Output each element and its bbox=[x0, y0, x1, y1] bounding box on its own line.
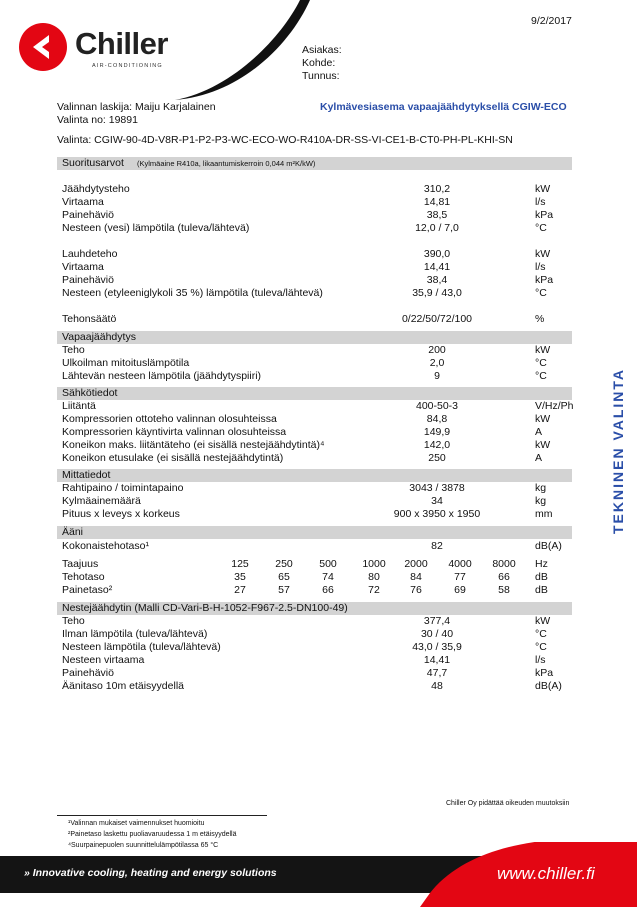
performance-row bbox=[62, 248, 572, 261]
row-unit: kW bbox=[535, 615, 551, 627]
row-label: Tehonsäätö bbox=[62, 313, 117, 325]
drycooler-row bbox=[62, 680, 572, 693]
sound-total-row bbox=[62, 540, 572, 553]
row-value: 0/22/50/72/100 bbox=[401, 313, 473, 325]
row-label: Teho bbox=[62, 344, 85, 356]
sound-power-row bbox=[62, 571, 572, 584]
row-label: Äänitaso 10m etäisyydellä bbox=[62, 680, 184, 692]
row-value: 35,9 / 43,0 bbox=[412, 287, 462, 299]
row-value: 84,8 bbox=[426, 413, 448, 425]
sound-power-value: 77 bbox=[454, 571, 466, 583]
row-unit: mm bbox=[535, 508, 553, 520]
row-label: Virtaama bbox=[62, 196, 104, 208]
row-label: Koneikon etusulake (ei sisällä nestejäähdytintä) bbox=[62, 452, 284, 464]
row-value: 400-50-3 bbox=[415, 400, 459, 412]
sound-freq-value: 125 bbox=[231, 558, 249, 570]
drycooler-row bbox=[62, 615, 572, 628]
row-label: Taajuus bbox=[62, 558, 99, 570]
reserve-note: Chiller Oy pidättää oikeuden muutoksiin bbox=[446, 800, 570, 807]
row-label: Virtaama bbox=[62, 261, 104, 273]
row-label: Nesteen virtaama bbox=[62, 654, 145, 666]
brand-name: Chiller bbox=[75, 26, 168, 61]
row-unit: °C bbox=[535, 287, 547, 299]
site-label: Kohde: bbox=[302, 57, 336, 69]
performance-row bbox=[62, 287, 572, 300]
row-label: Lähtevän nesteen lämpötila (jäähdytyspiiri) bbox=[62, 370, 262, 382]
row-value: 47,7 bbox=[426, 667, 448, 679]
product-title: Kylmävesiasema vapaajäähdytyksellä CGIW-ECO bbox=[320, 101, 567, 113]
sound-power-value: 84 bbox=[410, 571, 422, 583]
row-unit: A bbox=[535, 426, 543, 438]
row-label: Painehäviö bbox=[62, 274, 114, 286]
row-value: 390,0 bbox=[423, 248, 451, 260]
row-value: 142,0 bbox=[423, 439, 451, 451]
electrical-row bbox=[62, 452, 572, 465]
row-unit: kW bbox=[535, 248, 551, 260]
performance-section-title: Suoritusarvot bbox=[62, 157, 124, 169]
row-label: Koneikon maks. liitäntäteho (ei sisällä nestejäähdytintä)⁴ bbox=[62, 439, 325, 451]
electrical-row bbox=[62, 400, 572, 413]
row-label: Painetaso² bbox=[62, 584, 113, 596]
row-label: Liitäntä bbox=[62, 400, 96, 412]
row-value: 48 bbox=[431, 680, 443, 692]
row-unit: V/Hz/Ph bbox=[535, 400, 574, 412]
dimensions-section-title: Mittatiedot bbox=[62, 469, 111, 481]
selection-number: Valinta no: 19891 bbox=[57, 114, 138, 126]
row-label: Kompressorien käyntivirta valinnan olosuhteissa bbox=[62, 426, 287, 438]
row-unit: kW bbox=[535, 413, 551, 425]
row-unit: A bbox=[535, 452, 543, 464]
row-label: Ilman lämpötila (tuleva/lähtevä) bbox=[62, 628, 208, 640]
row-unit: kg bbox=[535, 482, 547, 494]
sound-section-title: Ääni bbox=[62, 526, 84, 538]
side-title: TEKNINEN VALINTA bbox=[610, 367, 626, 534]
drycooler-row bbox=[62, 628, 572, 641]
row-value: 14,81 bbox=[423, 196, 451, 208]
row-unit: °C bbox=[535, 222, 547, 234]
row-label: Rahtipaino / toimintapaino bbox=[62, 482, 184, 494]
sound-freq-value: 250 bbox=[275, 558, 293, 570]
sound-section-bar bbox=[57, 526, 572, 539]
row-value: 34 bbox=[431, 495, 443, 507]
performance-row bbox=[62, 222, 572, 235]
electrical-row bbox=[62, 439, 572, 452]
row-label: Lauhdeteho bbox=[62, 248, 118, 260]
performance-row bbox=[62, 313, 572, 326]
row-label: Ulkoilman mitoituslämpötila bbox=[62, 357, 190, 369]
freecooling-row bbox=[62, 344, 572, 357]
row-label: Kylmäainemäärä bbox=[62, 495, 141, 507]
sound-pressure-value: 66 bbox=[322, 584, 334, 596]
electrical-row bbox=[62, 413, 572, 426]
sound-power-value: 35 bbox=[234, 571, 246, 583]
row-unit: dB bbox=[535, 571, 548, 583]
row-value: 900 x 3950 x 1950 bbox=[393, 508, 481, 520]
electrical-row bbox=[62, 426, 572, 439]
freecooling-row bbox=[62, 370, 572, 383]
sound-freq-value: 8000 bbox=[492, 558, 516, 570]
row-unit: l/s bbox=[535, 654, 546, 666]
footnote-divider bbox=[57, 815, 267, 816]
row-value: 310,2 bbox=[423, 183, 451, 195]
row-unit: kW bbox=[535, 344, 551, 356]
brand-sub: AIR-CONDITIONING bbox=[92, 63, 163, 69]
row-label: Kompressorien ottoteho valinnan olosuhteissa bbox=[62, 413, 277, 425]
row-value: 2,0 bbox=[429, 357, 445, 369]
row-unit: kPa bbox=[535, 274, 554, 286]
row-label: Teho bbox=[62, 615, 85, 627]
performance-note: (Kylmäaine R410a, likaantumiskerroin 0,044 m²K/kW) bbox=[137, 159, 316, 168]
row-value: 377,4 bbox=[423, 615, 451, 627]
row-value: 149,9 bbox=[423, 426, 451, 438]
sound-pressure-row bbox=[62, 584, 572, 597]
footnote-2: ²Painetaso laskettu puoliavaruudessa 1 m etäisyydellä bbox=[68, 831, 237, 838]
row-unit: °C bbox=[535, 628, 547, 640]
row-unit: °C bbox=[535, 357, 547, 369]
footer-slogan: » Innovative cooling, heating and energy solutions bbox=[24, 867, 277, 879]
performance-row bbox=[62, 183, 572, 196]
row-label: Nesteen (vesi) lämpötila (tuleva/lähtevä) bbox=[62, 222, 250, 234]
drycooler-row bbox=[62, 667, 572, 680]
row-value: 12,0 / 7,0 bbox=[415, 222, 459, 234]
row-value: 38,5 bbox=[426, 209, 448, 221]
sound-power-value: 74 bbox=[322, 571, 334, 583]
sound-freq-value: 2000 bbox=[404, 558, 428, 570]
row-unit: l/s bbox=[535, 196, 546, 208]
document-date: 9/2/2017 bbox=[531, 15, 572, 27]
dimensions-section-bar bbox=[57, 469, 572, 482]
row-unit: kg bbox=[535, 495, 547, 507]
performance-row bbox=[62, 209, 572, 222]
row-unit: kW bbox=[535, 439, 551, 451]
drycooler-row bbox=[62, 641, 572, 654]
row-unit: dB(A) bbox=[535, 540, 562, 552]
dimensions-row bbox=[62, 482, 572, 495]
footer-url[interactable]: www.chiller.fi bbox=[497, 864, 595, 883]
footnote-4: ⁴Suurpainepuolen suunnittelulämpötilassa 65 °C bbox=[68, 842, 219, 849]
row-label: Nesteen lämpötila (tuleva/lähtevä) bbox=[62, 641, 221, 653]
footnote-1: ¹Valinnan mukaiset vaimennukset huomioitu bbox=[68, 820, 205, 827]
row-label: Nesteen (etyleeniglykoli 35 %) lämpötila (tuleva/lähtevä) bbox=[62, 287, 323, 299]
row-value: 14,41 bbox=[423, 261, 451, 273]
row-unit: dB(A) bbox=[535, 680, 562, 692]
row-value: 3043 / 3878 bbox=[409, 482, 465, 494]
row-label: Tehotaso bbox=[62, 571, 105, 583]
row-label: Kokonaistehotaso¹ bbox=[62, 540, 149, 552]
row-unit: kPa bbox=[535, 209, 554, 221]
dimensions-row bbox=[62, 508, 572, 521]
chiller-logo-icon bbox=[18, 22, 68, 72]
drycooler-row bbox=[62, 654, 572, 667]
row-label: Pituus x leveys x korkeus bbox=[62, 508, 180, 520]
row-value: 200 bbox=[428, 344, 446, 356]
electrical-section-title: Sähkötiedot bbox=[62, 387, 118, 399]
sound-pressure-value: 69 bbox=[454, 584, 466, 596]
row-value: 30 / 40 bbox=[420, 628, 454, 640]
row-value: 9 bbox=[434, 370, 440, 382]
id-label: Tunnus: bbox=[302, 70, 340, 82]
calculator: Valinnan laskija: Maiju Karjalainen bbox=[57, 101, 216, 113]
sound-freq-value: 500 bbox=[319, 558, 337, 570]
performance-row bbox=[62, 196, 572, 209]
sound-power-value: 65 bbox=[278, 571, 290, 583]
row-value: 14,41 bbox=[423, 654, 451, 666]
row-label: Painehäviö bbox=[62, 209, 114, 221]
row-label: Jäähdytysteho bbox=[62, 183, 130, 195]
selection-info bbox=[57, 101, 216, 127]
customer-block bbox=[302, 44, 342, 83]
row-label: Painehäviö bbox=[62, 667, 114, 679]
sound-pressure-value: 72 bbox=[368, 584, 380, 596]
dimensions-row bbox=[62, 495, 572, 508]
row-unit: °C bbox=[535, 641, 547, 653]
row-unit: l/s bbox=[535, 261, 546, 273]
sound-power-value: 66 bbox=[498, 571, 510, 583]
row-value: 250 bbox=[428, 452, 446, 464]
drycooler-section-title: Nestejäähdytin (Malli CD-Vari-B-H-1052-F967-2.5-DN100-49) bbox=[62, 602, 348, 614]
row-unit: kW bbox=[535, 183, 551, 195]
freecooling-row bbox=[62, 357, 572, 370]
row-unit: °C bbox=[535, 370, 547, 382]
electrical-section-bar bbox=[57, 387, 572, 400]
sound-pressure-value: 57 bbox=[278, 584, 290, 596]
freecooling-section-title: Vapaajäähdytys bbox=[62, 331, 136, 343]
row-unit: kPa bbox=[535, 667, 554, 679]
sound-pressure-value: 27 bbox=[234, 584, 246, 596]
customer-label: Asiakas: bbox=[302, 44, 342, 56]
sound-power-value: 80 bbox=[368, 571, 380, 583]
row-value: 38,4 bbox=[426, 274, 448, 286]
row-value: 82 bbox=[431, 540, 443, 552]
sound-freq-value: 4000 bbox=[448, 558, 472, 570]
sound-pressure-value: 58 bbox=[498, 584, 510, 596]
row-unit: dB bbox=[535, 584, 548, 596]
performance-row bbox=[62, 274, 572, 287]
performance-row bbox=[62, 261, 572, 274]
row-value: 43,0 / 35,9 bbox=[412, 641, 462, 653]
sound-freq-row bbox=[62, 558, 572, 571]
row-unit: % bbox=[535, 313, 545, 325]
sound-freq-value: 1000 bbox=[362, 558, 386, 570]
row-unit: Hz bbox=[535, 558, 548, 570]
sound-pressure-value: 76 bbox=[410, 584, 422, 596]
selection-code: Valinta: CGIW-90-4D-V8R-P1-P2-P3-WC-ECO-WO-R410A-DR-SS-VI-CE1-B-CT0-PH-PL-KHI-SN bbox=[57, 134, 513, 146]
